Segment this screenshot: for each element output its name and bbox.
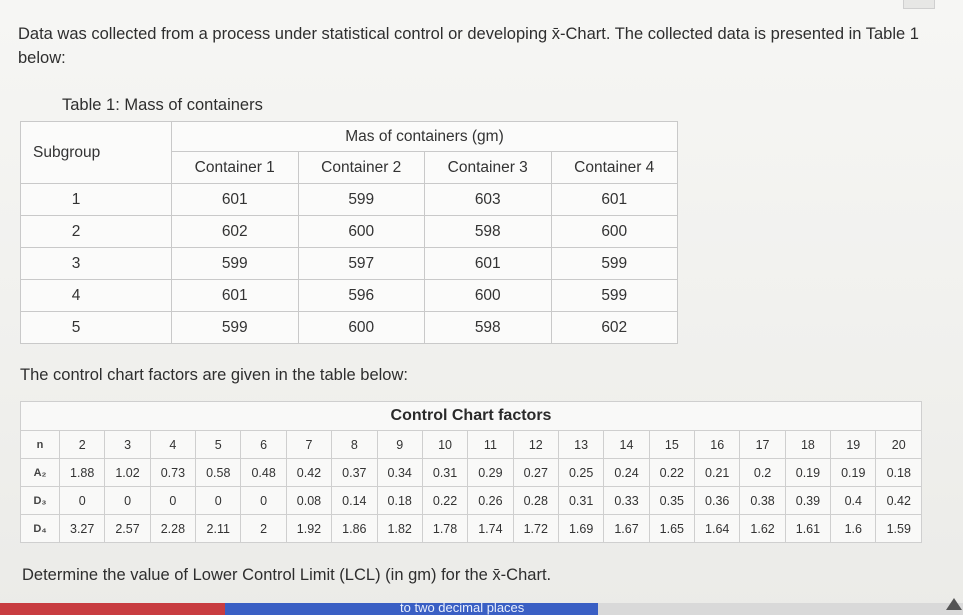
factor-cell: 13 <box>558 431 603 459</box>
mass-cell: 599 <box>551 280 678 312</box>
intro-text: Data was collected from a process under statistical control or developing x̄-Chart. The collected data is presented in Table 1 below: <box>18 25 919 67</box>
mass-cell: 603 <box>425 184 552 216</box>
factor-cell: 1.69 <box>558 515 603 543</box>
answer-bar <box>0 600 963 615</box>
factor-cell: 1.67 <box>604 515 649 543</box>
factor-cell: 1.86 <box>332 515 377 543</box>
mass-cell: 597 <box>298 248 425 280</box>
factor-row-label: A₂ <box>21 459 60 487</box>
factor-cell: 10 <box>422 431 467 459</box>
factor-cell: 0.22 <box>422 487 467 515</box>
factor-cell: 1.88 <box>60 459 105 487</box>
factor-cell: 0.33 <box>604 487 649 515</box>
factor-cell: 2 <box>241 515 286 543</box>
factor-cell: 0.38 <box>740 487 785 515</box>
factor-cell: 0.21 <box>695 459 740 487</box>
factor-cell: 2.57 <box>105 515 150 543</box>
mass-cell: 599 <box>551 248 678 280</box>
factor-cell: 1.72 <box>513 515 558 543</box>
factor-cell: 0.19 <box>785 459 830 487</box>
factor-row <box>21 515 922 543</box>
factor-cell: 6 <box>241 431 286 459</box>
factors-intro: The control chart factors are given in the table below: <box>20 366 408 384</box>
mass-group-header: Mas of containers (gm) <box>172 122 678 152</box>
mass-table <box>20 121 678 344</box>
question-text: Determine the value of Lower Control Limit (LCL) (in gm) for the x̄-Chart. <box>22 566 552 584</box>
factor-cell: 1.62 <box>740 515 785 543</box>
factor-cell: 1.02 <box>105 459 150 487</box>
factor-cell: 0 <box>241 487 286 515</box>
factor-row-label: n <box>21 431 60 459</box>
factor-cell: 0.19 <box>831 459 876 487</box>
control-chart-factors-table <box>20 401 922 543</box>
factor-row <box>21 431 922 459</box>
factor-cell: 0 <box>150 487 195 515</box>
factor-cell: 0 <box>60 487 105 515</box>
factor-cell: 0.2 <box>740 459 785 487</box>
container-header: Container 2 <box>298 152 425 184</box>
mass-cell: 600 <box>425 280 552 312</box>
subgroup-cell: 3 <box>21 248 172 280</box>
subgroup-header: Subgroup <box>21 122 172 184</box>
mass-cell: 601 <box>172 280 299 312</box>
factor-cell: 20 <box>876 431 922 459</box>
table-row <box>21 280 678 312</box>
mass-cell: 599 <box>172 248 299 280</box>
factor-cell: 1.64 <box>695 515 740 543</box>
mass-cell: 600 <box>551 216 678 248</box>
factor-cell: 0.4 <box>831 487 876 515</box>
factor-cell: 17 <box>740 431 785 459</box>
factor-cell: 0.24 <box>604 459 649 487</box>
factor-cell: 9 <box>377 431 422 459</box>
factor-cell: 0.27 <box>513 459 558 487</box>
factor-cell: 0.25 <box>558 459 603 487</box>
factor-cell: 0 <box>196 487 241 515</box>
factor-cell: 0.58 <box>196 459 241 487</box>
factor-cell: 2.11 <box>196 515 241 543</box>
table-row <box>21 248 678 280</box>
factor-cell: 0.42 <box>286 459 331 487</box>
factor-cell: 7 <box>286 431 331 459</box>
mass-cell: 600 <box>298 312 425 344</box>
factor-cell: 1.78 <box>422 515 467 543</box>
factor-row <box>21 487 922 515</box>
factor-cell: 0.34 <box>377 459 422 487</box>
subgroup-cell: 2 <box>21 216 172 248</box>
factor-cell: 2 <box>60 431 105 459</box>
factor-cell: 1.59 <box>876 515 922 543</box>
factor-cell: 0.26 <box>468 487 513 515</box>
factor-cell: 0.73 <box>150 459 195 487</box>
mass-cell: 599 <box>298 184 425 216</box>
factor-cell: 0.37 <box>332 459 377 487</box>
factor-cell: 15 <box>649 431 694 459</box>
mass-cell: 601 <box>425 248 552 280</box>
factor-cell: 2.28 <box>150 515 195 543</box>
factor-cell: 0.28 <box>513 487 558 515</box>
factor-cell: 1.92 <box>286 515 331 543</box>
factor-cell: 0.42 <box>876 487 922 515</box>
factor-cell: 16 <box>695 431 740 459</box>
factor-row-label: D₄ <box>21 515 60 543</box>
factors-title: Control Chart factors <box>21 402 922 431</box>
factor-cell: 4 <box>150 431 195 459</box>
factor-cell: 0.31 <box>558 487 603 515</box>
factor-cell: 0.18 <box>876 459 922 487</box>
table-row <box>21 184 678 216</box>
factor-row <box>21 459 922 487</box>
points-badge <box>903 0 935 9</box>
factor-cell: 18 <box>785 431 830 459</box>
factor-row-label: D₃ <box>21 487 60 515</box>
factor-cell: 8 <box>332 431 377 459</box>
mass-cell: 601 <box>172 184 299 216</box>
factor-cell: 1.74 <box>468 515 513 543</box>
mass-cell: 602 <box>172 216 299 248</box>
factor-cell: 0 <box>105 487 150 515</box>
factor-cell: 0.35 <box>649 487 694 515</box>
container-header: Container 3 <box>425 152 552 184</box>
factor-cell: 1.82 <box>377 515 422 543</box>
factor-cell: 0.29 <box>468 459 513 487</box>
factor-cell: 1.61 <box>785 515 830 543</box>
table1-caption: Table 1: Mass of containers <box>62 96 263 114</box>
arrow-up-icon <box>946 598 962 610</box>
mass-cell: 596 <box>298 280 425 312</box>
factor-cell: 1.6 <box>831 515 876 543</box>
mass-cell: 602 <box>551 312 678 344</box>
mass-cell: 600 <box>298 216 425 248</box>
container-header: Container 4 <box>551 152 678 184</box>
factor-cell: 12 <box>513 431 558 459</box>
factor-cell: 0.18 <box>377 487 422 515</box>
factor-cell: 0.48 <box>241 459 286 487</box>
container-header: Container 1 <box>172 152 299 184</box>
mass-cell: 598 <box>425 216 552 248</box>
factor-cell: 14 <box>604 431 649 459</box>
mass-cell: 598 <box>425 312 552 344</box>
factor-cell: 0.14 <box>332 487 377 515</box>
factor-cell: 0.31 <box>422 459 467 487</box>
factor-cell: 5 <box>196 431 241 459</box>
table-row <box>21 216 678 248</box>
answer-bar-red <box>0 603 225 615</box>
mass-cell: 601 <box>551 184 678 216</box>
factor-cell: 19 <box>831 431 876 459</box>
subgroup-cell: 1 <box>21 184 172 216</box>
factor-cell: 0.39 <box>785 487 830 515</box>
factor-cell: 1.65 <box>649 515 694 543</box>
mass-cell: 599 <box>172 312 299 344</box>
factor-cell: 11 <box>468 431 513 459</box>
factor-cell: 3.27 <box>60 515 105 543</box>
table-row <box>21 312 678 344</box>
answer-hint: to two decimal places <box>400 600 525 615</box>
factor-cell: 0.22 <box>649 459 694 487</box>
subgroup-cell: 4 <box>21 280 172 312</box>
factor-cell: 3 <box>105 431 150 459</box>
factor-cell: 0.08 <box>286 487 331 515</box>
factor-cell: 0.36 <box>695 487 740 515</box>
subgroup-cell: 5 <box>21 312 172 344</box>
